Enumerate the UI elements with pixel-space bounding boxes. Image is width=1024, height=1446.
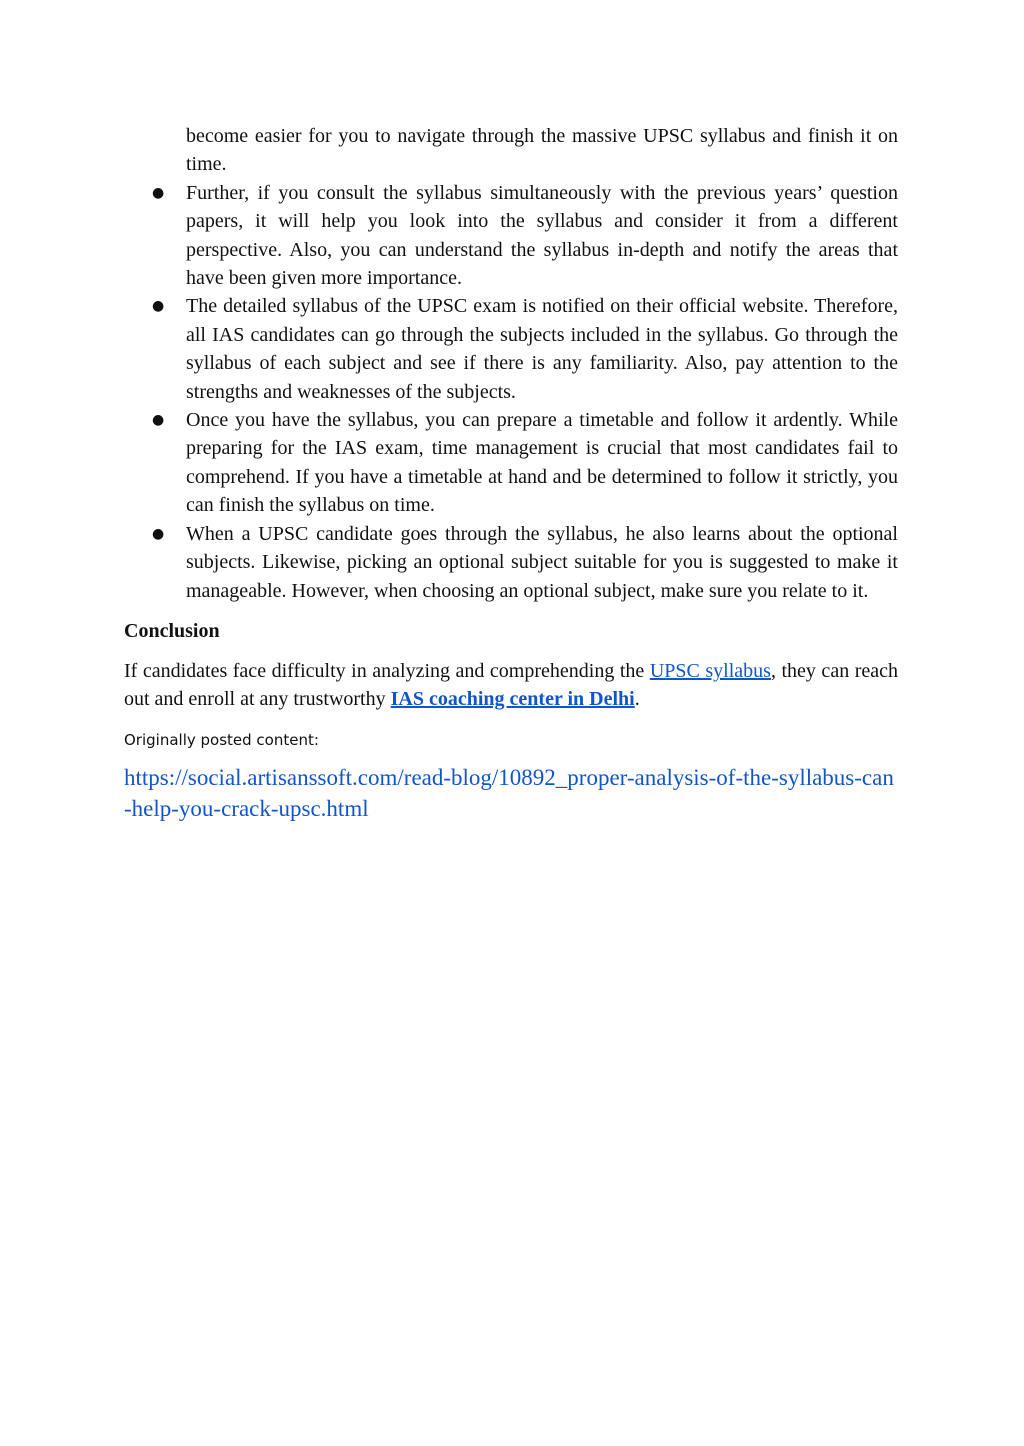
conclusion-text-middle: , they can reach out and enroll at any trustworthy [124, 659, 899, 711]
source-url-link[interactable]: https://social.artisanssoft.com/read-blog/10892_proper-analysis-of-the-syllabus-can-help-you-crack-upsc.html [124, 764, 894, 821]
list-item [124, 179, 898, 293]
list-item [124, 520, 898, 605]
conclusion-paragraph [124, 657, 898, 714]
bullet-list [124, 179, 898, 605]
conclusion-text-end: . [634, 688, 640, 711]
bullet-icon: ● [152, 184, 165, 201]
conclusion-text-start: If candidates face difficulty in analyzing and comprehending the [124, 659, 650, 682]
list-item [124, 292, 898, 406]
source-label: Originally posted content: [124, 730, 319, 749]
list-item-text: When a UPSC candidate goes through the syllabus, he also learns about the optional subjects. Likewise, picking an optional subject suitable for you is suggested to make it manageable. However, when choosing an optional subject, make sure you relate to it. [186, 522, 898, 602]
bullet-icon: ● [152, 412, 165, 429]
list-item-text: Once you have the syllabus, you can prepare a timetable and follow it ardently. While preparing for the IAS exam, time management is crucial that most candidates fail to comprehend. If you have a timetable at hand and be determined to follow it strictly, you can finish the syllabus on time. [186, 409, 898, 517]
ias-coaching-link[interactable]: IAS coaching center in Delhi [390, 688, 635, 711]
list-item-text: Further, if you consult the syllabus simultaneously with the previous years’ question papers, it will help you look into the syllabus and consider it from a different perspective. Also, you can understand the syllabus in-depth and notify the areas that have been given more importance. [186, 181, 898, 290]
list-item [124, 406, 898, 520]
conclusion-heading: Conclusion [124, 619, 220, 642]
bullet-icon: ● [152, 298, 165, 315]
bullet-icon: ● [152, 525, 165, 542]
list-item-text: The detailed syllabus of the UPSC exam is notified on their official website. Therefore, all IAS candidates can go through the subjects included in the syllabus. Go through the syllabus of each subject and see if there is any familiarity. Also, pay attention to the strengths and weaknesses of the subjects. [186, 295, 898, 403]
page-content [124, 122, 898, 824]
list-item-continuation: become easier for you to navigate through the massive UPSC syllabus and finish it on time. [186, 125, 898, 176]
upsc-syllabus-link[interactable]: UPSC syllabus [649, 659, 771, 682]
